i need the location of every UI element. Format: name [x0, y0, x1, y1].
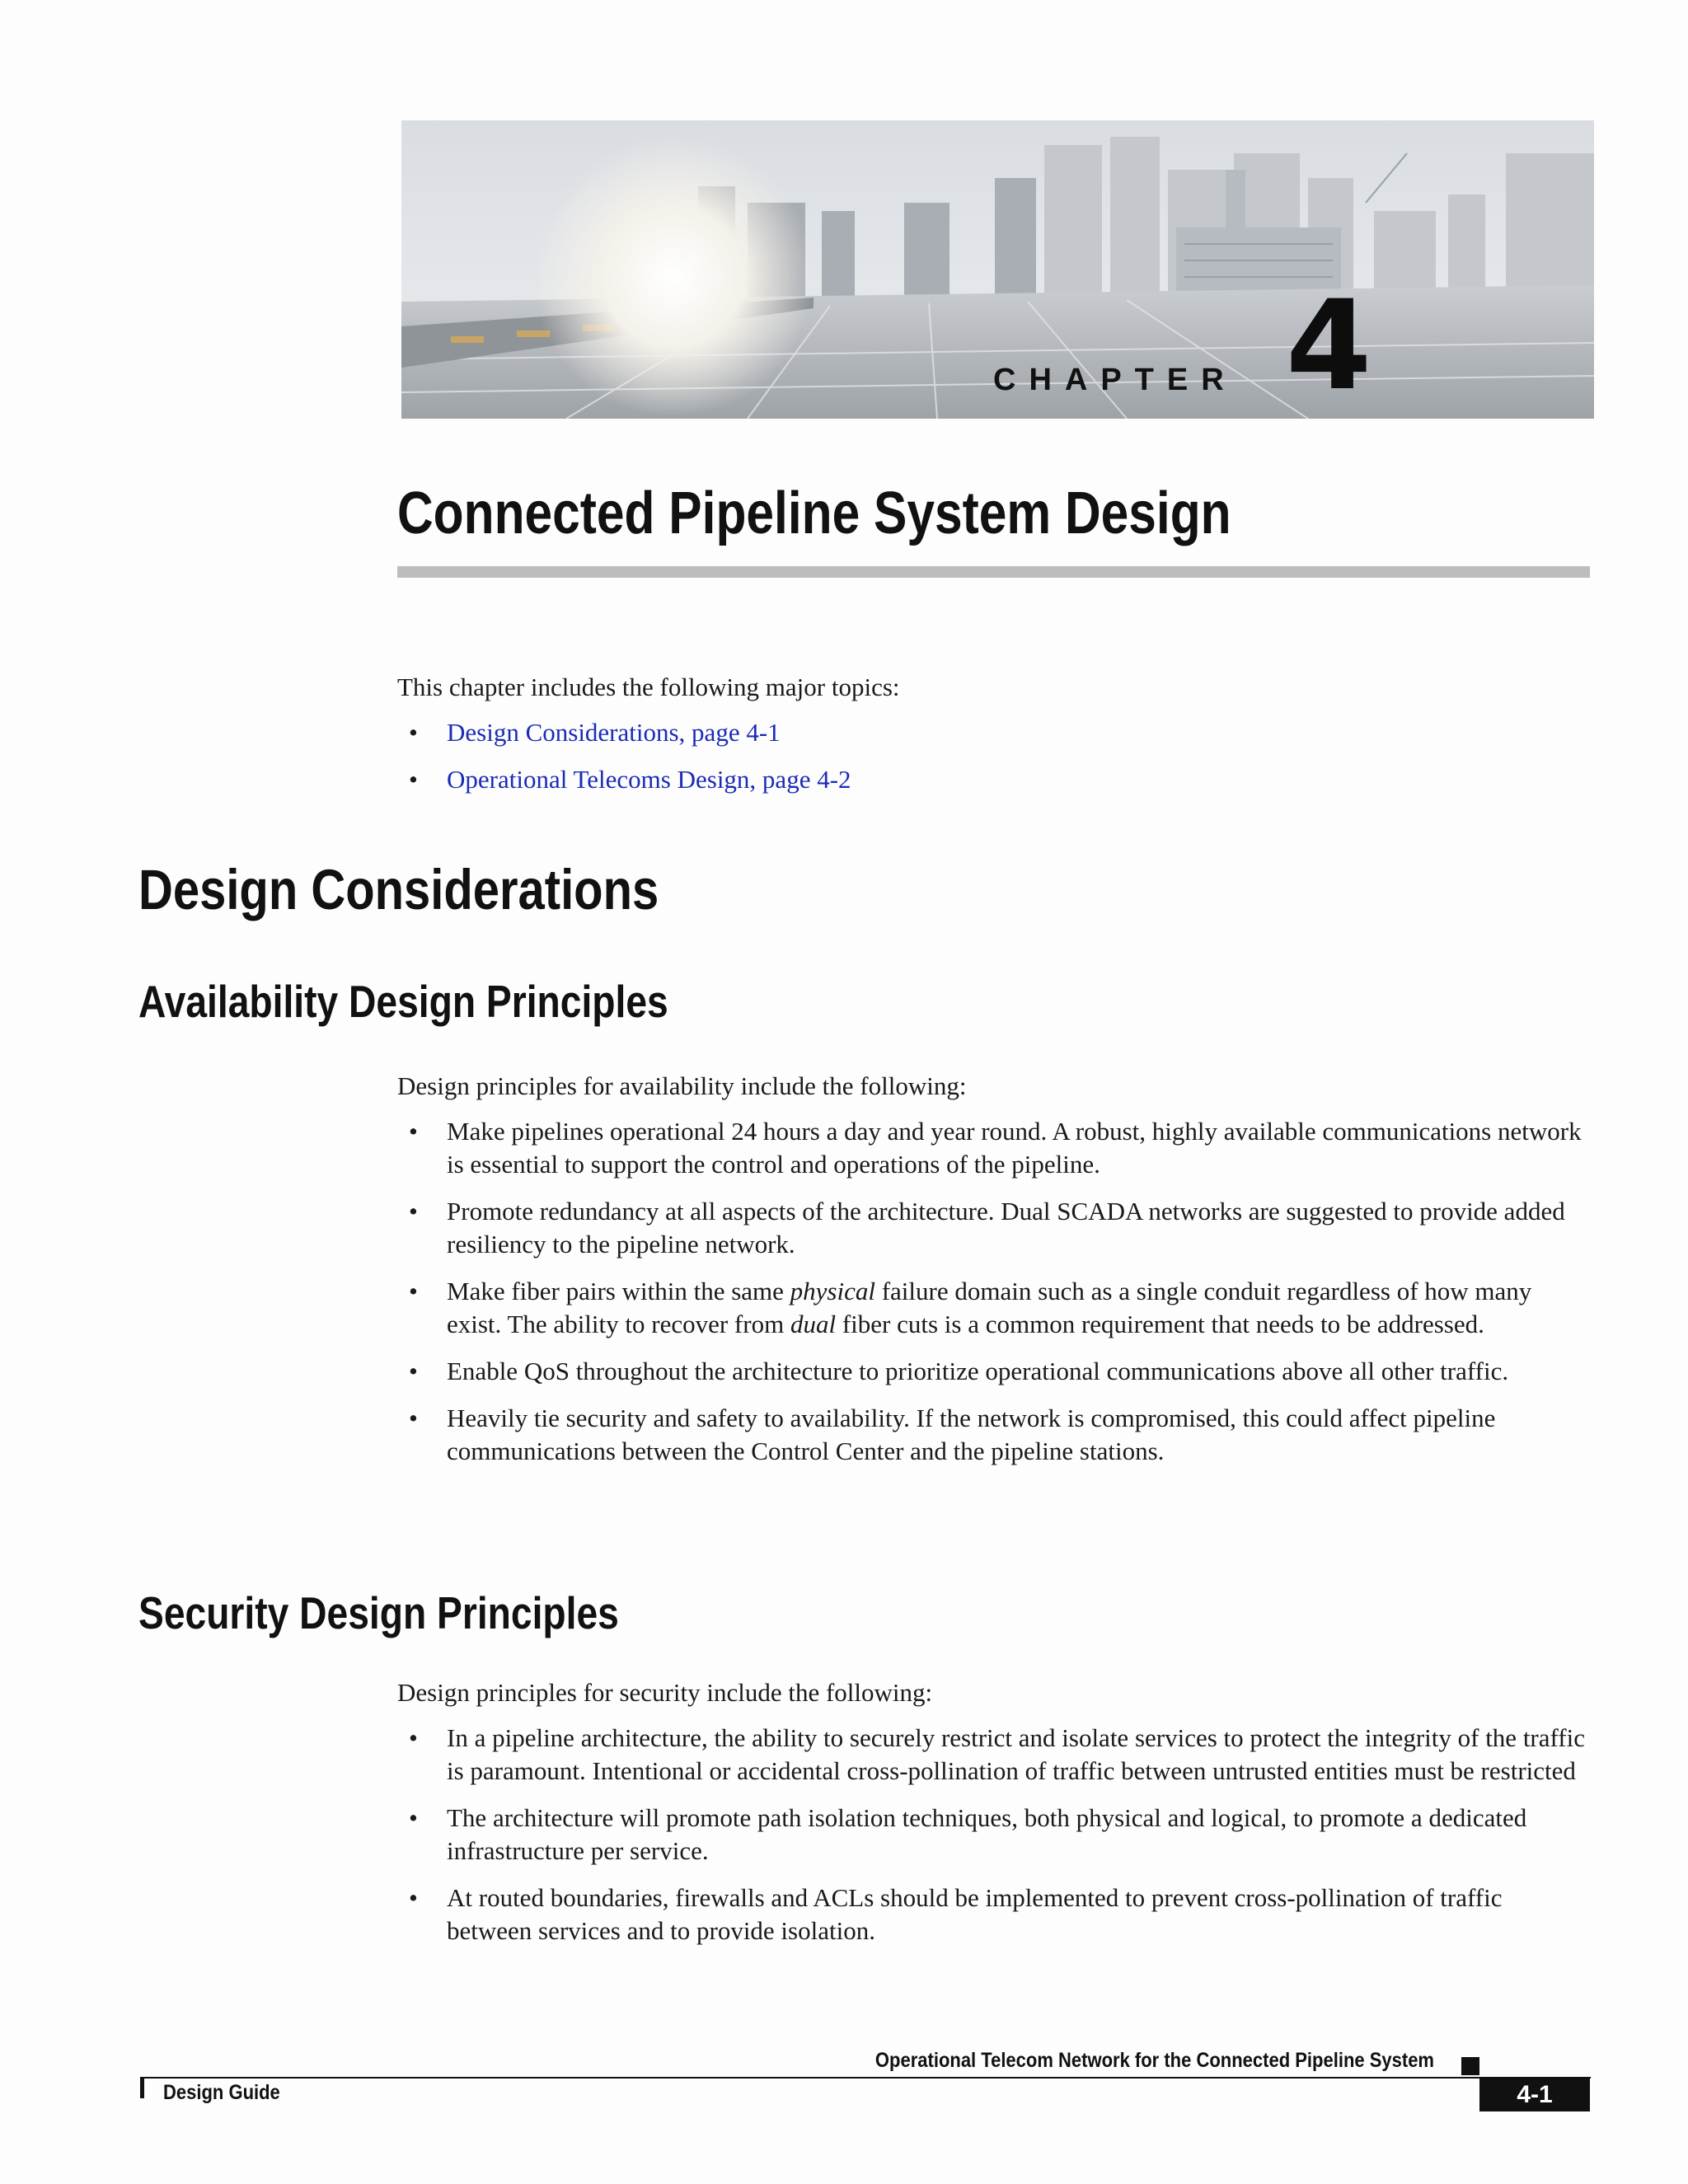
list-item	[397, 1195, 1592, 1261]
section-heading-design-considerations: Design Considerations	[138, 858, 659, 921]
page-number: 4-1	[1479, 2079, 1590, 2111]
security-lead: Design principles for security include the following:	[397, 1678, 933, 1707]
list-item-text	[447, 1277, 1531, 1338]
list-item-text: Promote redundancy at all aspects of the architecture. Dual SCADA networks are suggested to provide added resiliency to the pipeline network.	[447, 1197, 1565, 1258]
availability-section	[397, 1070, 1592, 1468]
bullet-glyph: •	[409, 1117, 418, 1146]
footer-marker	[1461, 2057, 1479, 2075]
security-bullet-list	[397, 1722, 1592, 1947]
intro-section	[397, 671, 1592, 796]
list-item	[397, 1802, 1592, 1868]
subsection-heading-availability: Availability Design Principles	[138, 976, 668, 1027]
list-item-text: The architecture will promote path isolation techniques, both physical and logical, to promote a dedicated infrastructure per service.	[447, 1803, 1527, 1865]
topic-list	[397, 716, 1592, 796]
list-item	[397, 1115, 1592, 1181]
list-item	[397, 1882, 1592, 1947]
emphasis-physical: physical	[790, 1277, 875, 1305]
bullet-glyph: •	[409, 1803, 418, 1832]
bullet-glyph: •	[409, 1357, 418, 1385]
list-item-text: Heavily tie security and safety to availability. If the network is compromised, this could affect pipeline communications between the Control Center and the pipeline stations.	[447, 1404, 1496, 1465]
list-item	[397, 763, 1592, 796]
chapter-number: 4	[1286, 274, 1372, 418]
bullet-glyph: •	[409, 1723, 418, 1752]
footer-document-title: Operational Telecom Network for the Connected Pipeline System	[874, 2049, 1434, 2072]
list-item	[397, 1722, 1592, 1788]
list-item	[397, 716, 1592, 749]
title-rule	[397, 566, 1590, 578]
footer-guide-label: Design Guide	[163, 2081, 280, 2104]
subsection-heading-security: Security Design Principles	[138, 1587, 619, 1638]
availability-lead: Design principles for availability include the following:	[397, 1071, 967, 1100]
availability-bullet-list	[397, 1115, 1592, 1468]
list-item	[397, 1355, 1592, 1388]
text-run: Make fiber pairs within the same	[447, 1277, 790, 1305]
topic-link-operational-telecoms-design[interactable]: Operational Telecoms Design, page 4-2	[447, 765, 851, 794]
emphasis-dual: dual	[790, 1310, 837, 1338]
list-item-text: In a pipeline architecture, the ability to securely restrict and isolate services to protect the integrity of the traffic is paramount. Intentional or accidental cross-pollination of traffic between untrusted entities must be restricted	[447, 1723, 1585, 1785]
list-item-text: Make pipelines operational 24 hours a day and year round. A robust, highly available communications network is essential to support the control and operations of the pipeline.	[447, 1117, 1582, 1179]
footer-tick	[140, 2077, 144, 2098]
text-run: fiber cuts is a common requirement that needs to be addressed.	[836, 1310, 1484, 1338]
list-item	[397, 1275, 1592, 1341]
intro-lead: This chapter includes the following major topics:	[397, 673, 900, 701]
security-section	[397, 1676, 1592, 1947]
list-item-text: At routed boundaries, firewalls and ACLs should be implemented to prevent cross-pollination of traffic between services and to provide isolation.	[447, 1883, 1503, 1945]
chapter-title: Connected Pipeline System Design	[397, 480, 1231, 546]
footer-rule	[140, 2077, 1591, 2079]
topic-link-design-considerations[interactable]: Design Considerations, page 4-1	[447, 718, 781, 747]
bullet-glyph: •	[409, 1277, 418, 1305]
list-item	[397, 1402, 1592, 1468]
text-run: failure domain such as a single conduit regardless of how many exist. The ability to recover from	[447, 1277, 1532, 1338]
bullet-glyph: •	[409, 718, 418, 747]
chapter-label: CHAPTER	[993, 363, 1237, 397]
bullet-glyph: •	[409, 765, 418, 794]
bullet-glyph: •	[409, 1883, 418, 1912]
bullet-glyph: •	[409, 1404, 418, 1432]
list-item-text: Enable QoS throughout the architecture to prioritize operational communications above all other traffic.	[447, 1357, 1509, 1385]
bullet-glyph: •	[409, 1197, 418, 1226]
